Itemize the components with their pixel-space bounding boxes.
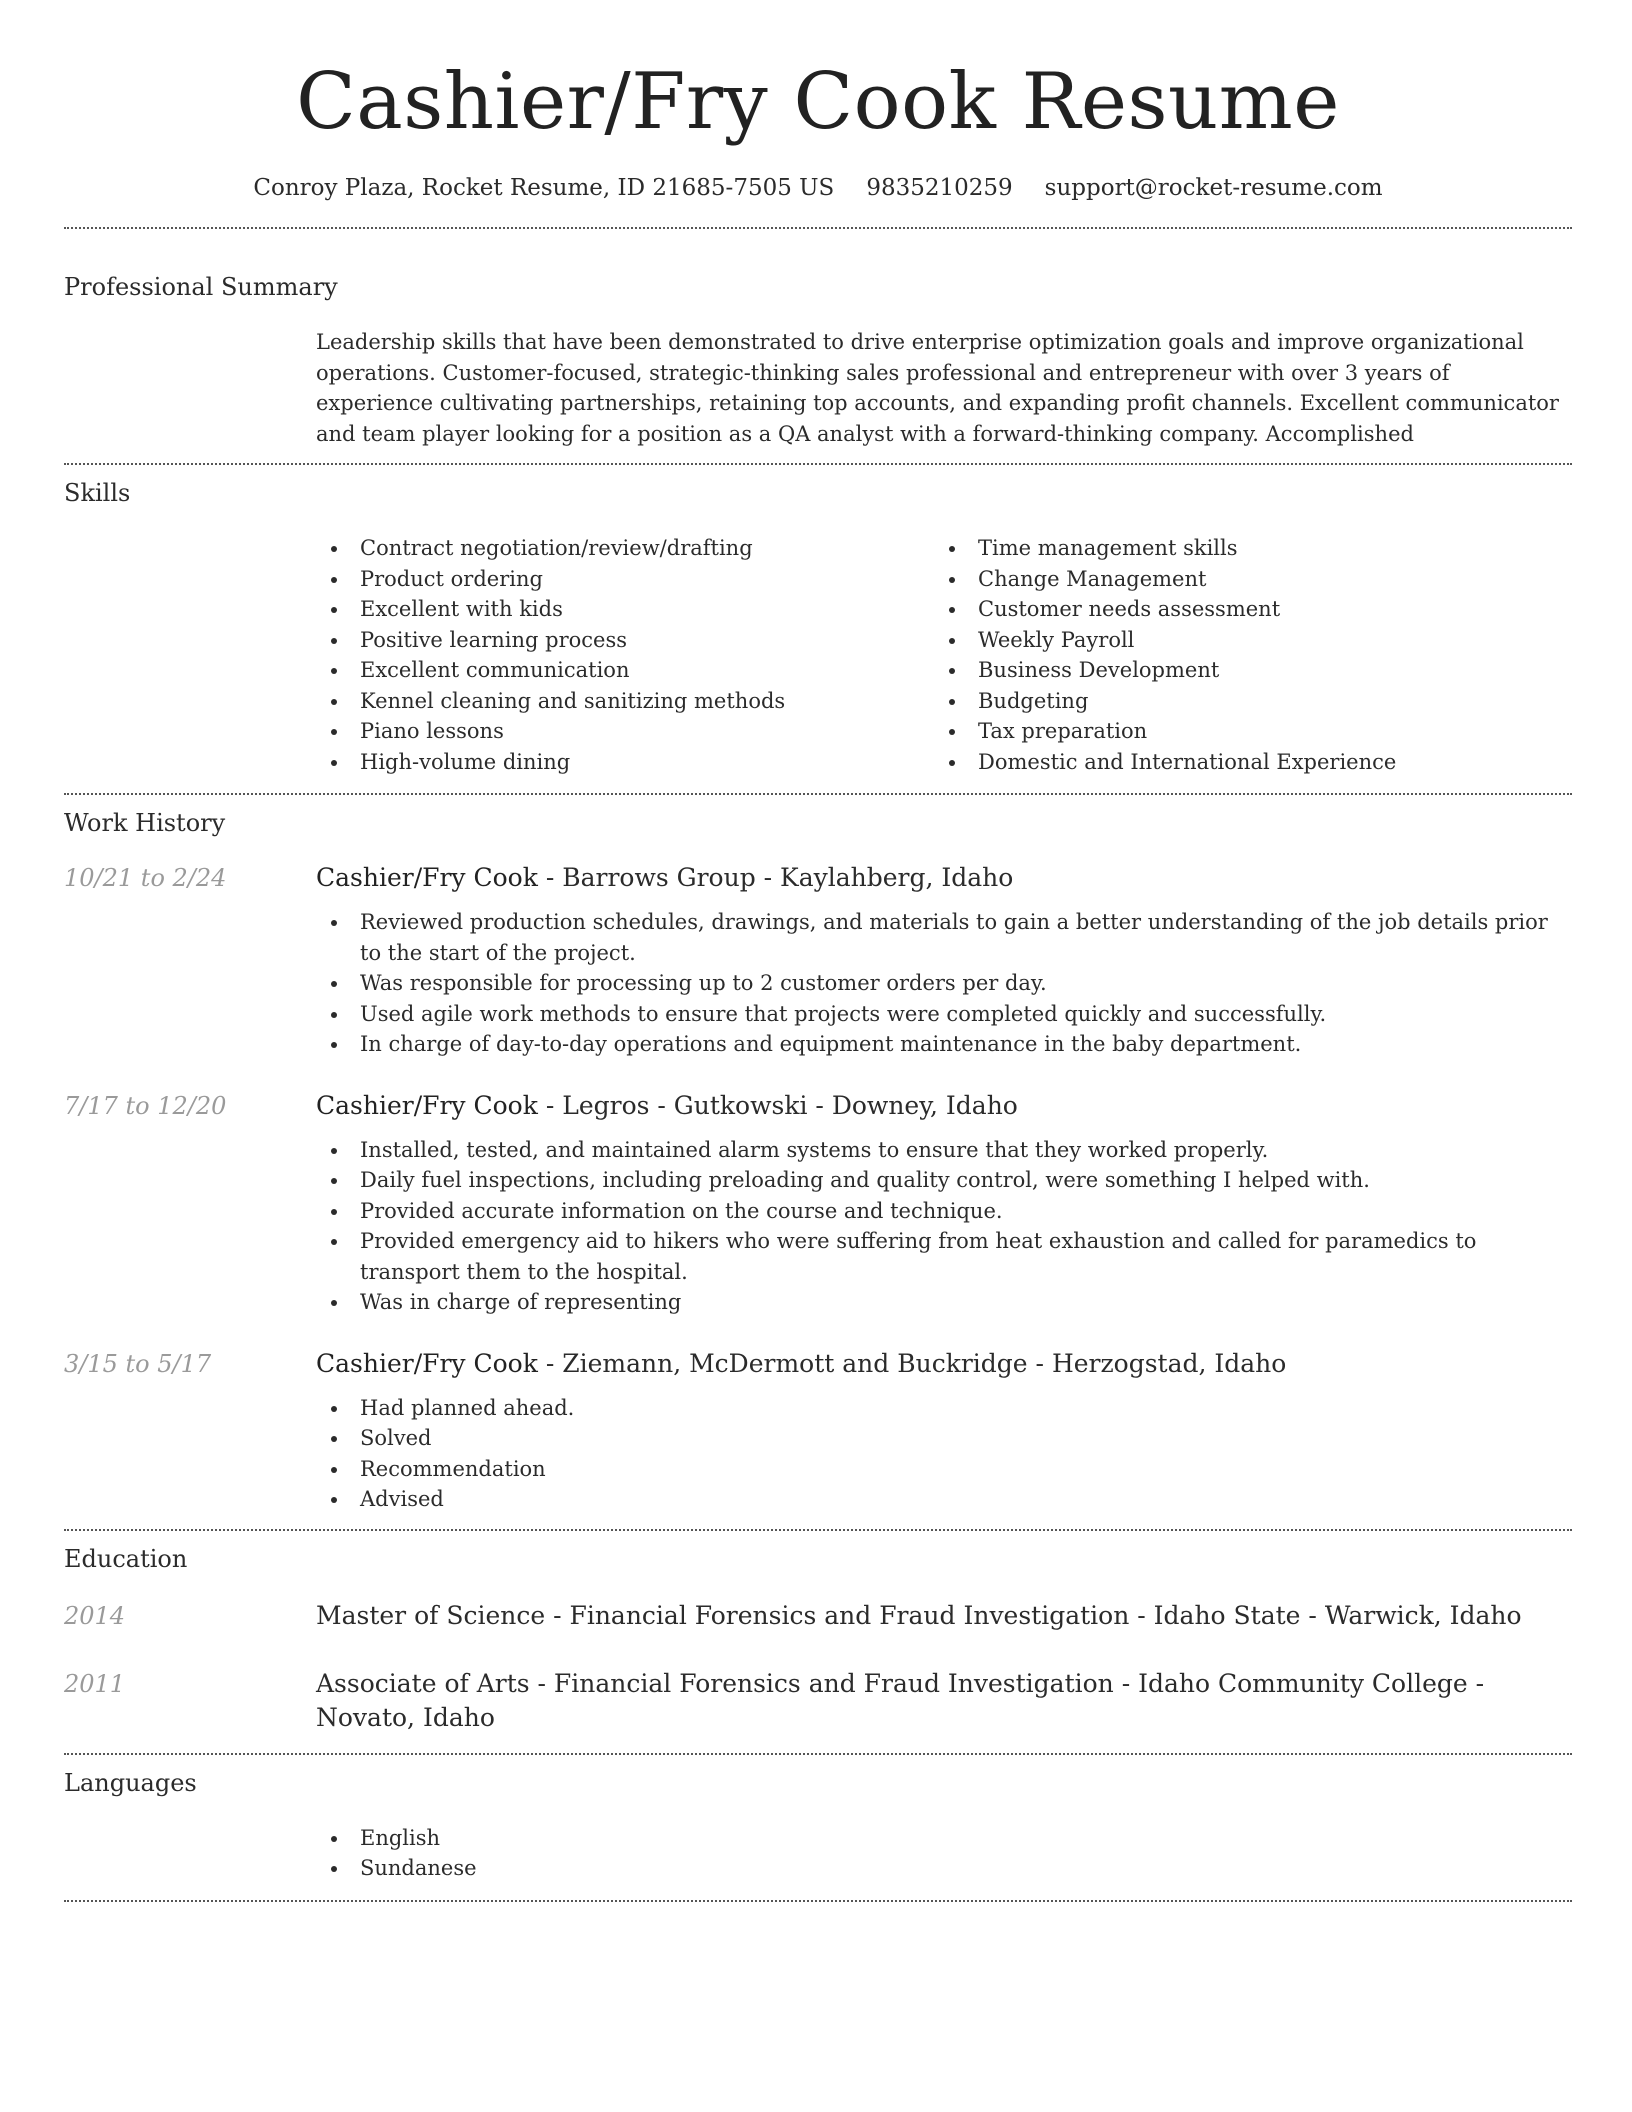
languages-list [316,1823,1572,1884]
skill-item: Business Development [934,655,1552,686]
list-item: Solved [316,1423,1572,1454]
education-year: 2011 [64,1669,126,1698]
job-entry [64,861,1572,1060]
divider [64,1900,1572,1902]
work-section [64,807,1572,1515]
job-entry [64,1089,1572,1318]
page-title: Cashier/Fry Cook Resume [296,57,1340,147]
education-degree: Associate of Arts - Financial Forensics and Fraud Investigation - Idaho Community College - Novato, Idaho [316,1668,1485,1732]
skill-item: Budgeting [934,686,1552,717]
job-title: Cashier/Fry Cook [316,1348,538,1378]
skill-item: Piano lessons [316,716,934,747]
education-degree: Master of Science - Financial Forensics and Fraud Investigation - Idaho State - Warwick, Idaho [316,1600,1522,1630]
job-dates: 3/15 to 5/17 [64,1349,212,1378]
languages-section [64,1767,1572,1884]
divider [64,1529,1572,1531]
contact-address: Conroy Plaza, Rocket Resume, ID 21685-7505 US [253,175,835,201]
job-bullets [316,1135,1572,1318]
skill-item: High-volume dining [316,747,934,778]
list-item: Reviewed production schedules, drawings, and materials to gain a better understanding of the job details prior to the start of the project. [316,907,1572,968]
list-item: In charge of day-to-day operations and equipment maintenance in the baby department. [316,1029,1572,1060]
list-item: Was responsible for processing up to 2 customer orders per day. [316,968,1572,999]
skill-item: Domestic and International Experience [934,747,1552,778]
job-bullets [316,907,1572,1060]
job-employer: - Legros - Gutkowski - Downey, Idaho [537,1090,1018,1120]
education-year: 2014 [64,1601,126,1630]
job-title: Cashier/Fry Cook [316,863,538,892]
list-item: Daily fuel inspections, including preloading and quality control, were something I helped with. [316,1165,1572,1196]
job-heading [316,1347,1572,1381]
divider [64,793,1572,795]
education-entry [64,1667,1572,1735]
skill-item: Customer needs assessment [934,594,1552,625]
list-item: Used agile work methods to ensure that projects were completed quickly and successfully. [316,999,1572,1030]
summary-section [64,271,1572,449]
skill-item: Product ordering [316,564,934,595]
divider [64,1753,1572,1755]
list-item: Installed, tested, and maintained alarm systems to ensure that they worked properly. [316,1135,1572,1166]
skills-list-left [316,533,934,777]
section-heading-work: Work History [64,809,226,837]
skill-item: Excellent communication [316,655,934,686]
skill-item: Weekly Payroll [934,625,1552,656]
job-heading [316,1089,1572,1123]
skill-item: Kennel cleaning and sanitizing methods [316,686,934,717]
job-entry [64,1347,1572,1515]
language-item: English [316,1823,1572,1854]
list-item: Provided emergency aid to hikers who were suffering from heat exhaustion and called for paramedics to transport them to the hospital. [316,1226,1572,1287]
skill-item: Time management skills [934,533,1552,564]
skill-item: Change Management [934,564,1552,595]
list-item: Provided accurate information on the course and technique. [316,1196,1572,1227]
job-title: Cashier/Fry Cook [316,1090,538,1120]
section-heading-languages: Languages [64,1768,197,1797]
list-item: Advised [316,1484,1572,1515]
list-item: Had planned ahead. [316,1393,1572,1424]
skill-item: Contract negotiation/review/drafting [316,533,934,564]
skill-item: Tax preparation [934,716,1552,747]
education-section [64,1543,1572,1735]
education-entry [64,1599,1572,1633]
section-heading-skills: Skills [64,479,131,507]
contact-phone[interactable]: 9835210259 [866,175,1013,201]
job-dates: 7/17 to 12/20 [64,1091,227,1120]
skill-item: Positive learning process [316,625,934,656]
section-heading-education: Education [64,1544,188,1573]
language-item: Sundanese [316,1853,1572,1884]
section-heading-summary: Professional Summary [64,273,338,301]
resume-page [64,0,1572,1902]
summary-text: Leadership skills that have been demonstrated to drive enterprise optimization goals and improve organizational operations. Customer-focused, strategic-thinking sales professional and entrepreneur with over 3 years of experience cultivating partnerships, retaining top accounts, and expanding profit channels. Excellent communicator and team player looking for a position as a QA analyst with a forward-thinking company. Accomplished [316,330,1559,446]
job-bullets [316,1393,1572,1515]
divider [64,227,1572,229]
list-item: Was in charge of representing [316,1287,1572,1318]
skill-item: Excellent with kids [316,594,934,625]
list-item: Recommendation [316,1454,1572,1485]
job-heading [316,861,1572,895]
job-employer: - Barrows Group - Kaylahberg, Idaho [537,863,1014,892]
divider [64,463,1572,465]
skills-section [64,477,1572,777]
skills-list-right [934,533,1552,777]
contact-email[interactable]: support@rocket-resume.com [1044,175,1383,201]
job-employer: - Ziemann, McDermott and Buckridge - Herzogstad, Idaho [537,1348,1287,1378]
contact-line [64,172,1572,204]
job-dates: 10/21 to 2/24 [64,864,227,892]
